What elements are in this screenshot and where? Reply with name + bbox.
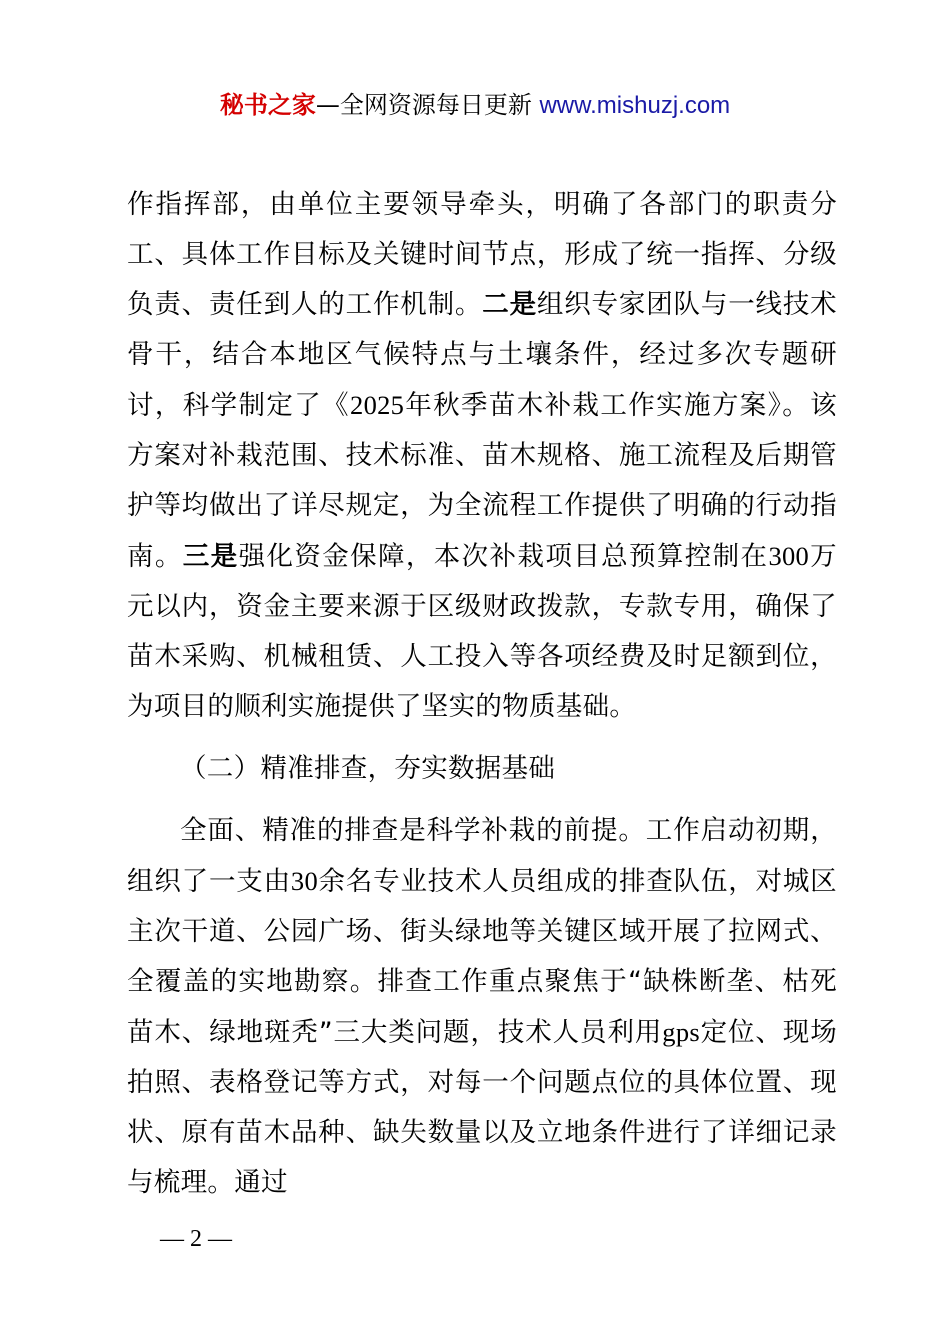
brand-name: 秘书之家: [219, 91, 316, 119]
text-run: 组织专家团队与一线技术骨干，结合本地区气候特点与土壤条件，经过多次专题研讨，科学制定了《: [127, 289, 837, 421]
text-run: 强化资金保障，本次补栽项目总预算控制在: [238, 541, 769, 572]
year-number: 2025: [350, 390, 405, 420]
text-run: 余名专业技术人员组成的排查队伍，对城区主次干道、公园广场、街头绿地等关键区域开展了拉网式、全覆盖的实地勘察。排查工作重点聚焦于“缺株断垄、枯死苗木、绿地斑秃”三大类问题，技术人员利用: [127, 866, 837, 1048]
paragraph-survey: [127, 806, 837, 1208]
document-body: [127, 180, 837, 1208]
site-header: [0, 88, 950, 123]
paragraph-measures: [127, 180, 837, 732]
text-run: 全面、精准的排查是科学补栽的前提。工作启动初期，组织了一支由: [127, 815, 837, 897]
text-run: 年秋季苗木补栽工作实施方案》。该方案对补栽范围、技术标准、苗木规格、施工流程及后期管护等均做出了详尽规定，为全流程工作提供了明确的行动指南。: [127, 390, 837, 572]
text-run: 作指挥部，由单位主要领导牵头，明确了各部门的职责分工、具体工作目标及关键时间节点，形成了统一指挥、分级负责、责任到人的工作机制。: [127, 189, 837, 320]
gps-term: gps: [662, 1017, 700, 1047]
budget-number: 300: [768, 541, 810, 571]
header-tagline: —全网资源每日更新: [315, 91, 540, 119]
text-run: 定位、现场拍照、表格登记等方式，对每一个问题点位的具体位置、现状、原有苗木品种、缺失数量以及立地条件进行了详细记录与梳理。通过: [127, 1017, 837, 1198]
section-heading: （二）精准排查，夯实数据基础: [180, 753, 556, 784]
bold-marker-two: 二是: [482, 289, 537, 320]
page-number: — 2 —: [160, 1226, 232, 1252]
text-run: 万元以内，资金主要来源于区级财政拨款，专款专用，确保了苗木采购、机械租赁、人工投入等各项经费及时足额到位，为项目的顺利实施提供了坚实的物质基础。: [127, 541, 837, 722]
site-url-link[interactable]: www.mishuzj.com: [539, 92, 731, 119]
staff-count-number: 30: [290, 866, 318, 896]
bold-marker-three: 三是: [182, 541, 239, 572]
